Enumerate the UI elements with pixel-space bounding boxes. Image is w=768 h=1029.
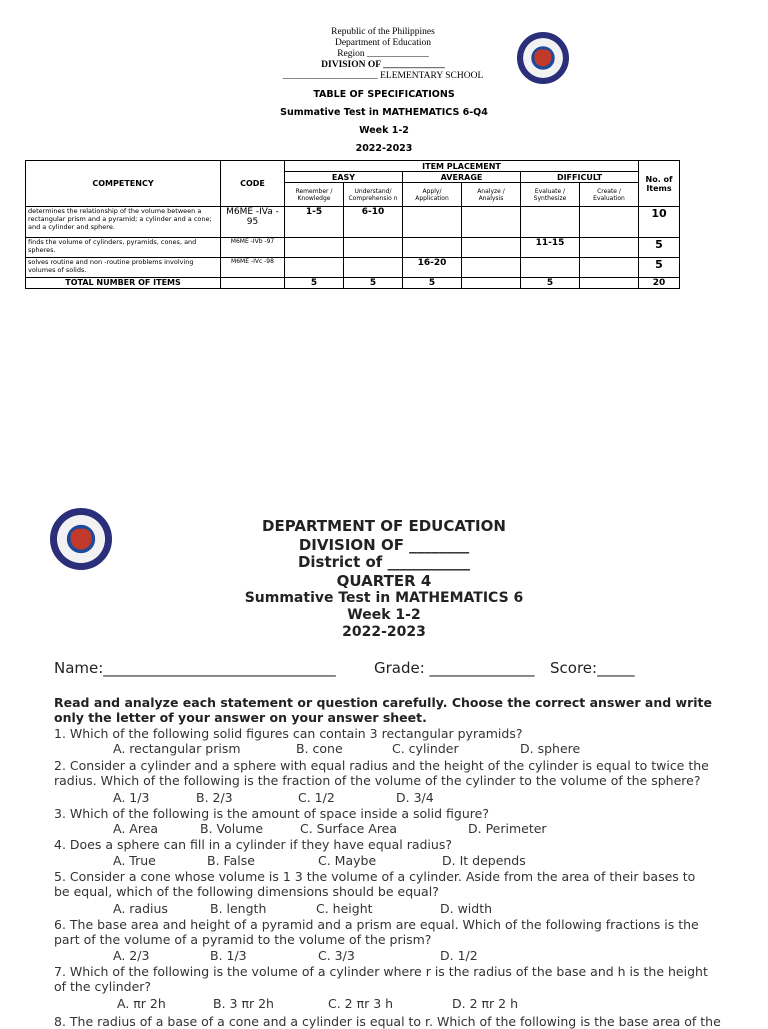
question-8: 8. The radius of a base of a cone and a cylinder is equal to r. Which of the following is the base area of the [54, 1014, 721, 1029]
q4-option-d[interactable]: D. It depends [442, 853, 526, 868]
division-line: DIVISION OF _____________ [321, 60, 445, 70]
republic-line: Republic of the Philippines [331, 27, 435, 37]
q6-option-c[interactable]: C. 3/3 [318, 948, 355, 963]
deped-seal-icon [517, 32, 569, 84]
q4-option-b[interactable]: B. False [207, 853, 255, 868]
code-cell: M6ME -IVa - 95 [221, 207, 285, 238]
q6-option-a[interactable]: A. 2/3 [113, 948, 150, 963]
dept-title: DEPARTMENT OF EDUCATION [262, 517, 506, 535]
competency-cell: determines the relationship of the volume between a rectangular prism and a pyramid; a cylinder and a cone; and a cylinder and sphere. [26, 207, 221, 238]
table-row [26, 207, 680, 238]
region-line: Region _____________ [337, 49, 429, 59]
cell-remember: 1-5 [285, 207, 344, 238]
grade-field[interactable]: Grade: ______________ [374, 659, 535, 677]
q7-option-b[interactable]: B. 3 πr 2h [213, 996, 274, 1011]
tos-test-title: Summative Test in MATHEMATICS 6-Q4 [280, 107, 488, 118]
name-field[interactable]: Name:_______________________________ [54, 659, 336, 677]
q7-option-c[interactable]: C. 2 πr 3 h [328, 996, 394, 1011]
table-row [26, 238, 680, 258]
q5-option-c[interactable]: C. height [316, 901, 373, 916]
header-no-of-items: No. of Items [639, 161, 680, 207]
cell-analyze [462, 238, 521, 258]
week-title: Week 1-2 [347, 607, 421, 623]
total-understand: 5 [344, 278, 403, 289]
tos-week: Week 1-2 [359, 125, 409, 136]
question-2: 2. Consider a cylinder and a sphere with equal radius and the height of the cylinder is equal to twice the radius. Which of the following is the fraction of the volume of the cylinder to the volume of the sphere? [54, 758, 709, 788]
cell-understand [344, 258, 403, 278]
q4-option-c[interactable]: C. Maybe [318, 853, 377, 868]
question-5: 5. Consider a cone whose volume is 1 3 the volume of a cylinder. Aside from the area of their bases to be equal, which of the following dimensions should be equal? [54, 869, 696, 899]
q3-option-c[interactable]: C. Surface Area [300, 821, 398, 836]
cell-apply [403, 207, 462, 238]
question-4: 4. Does a sphere can fill in a cylinder if they have equal radius? [54, 837, 452, 852]
q5-option-d[interactable]: D. width [440, 901, 493, 916]
totals-code-cell [221, 278, 285, 289]
cell-create [580, 238, 639, 258]
totals-label: TOTAL NUMBER OF ITEMS [26, 278, 221, 289]
cell-evaluate: 11-15 [521, 238, 580, 258]
cell-analyze [462, 258, 521, 278]
total-items: 20 [639, 278, 680, 289]
quarter-title: QUARTER 4 [336, 572, 432, 590]
header-code: CODE [221, 161, 285, 207]
sub-understand: Understand/ Comprehensio n [344, 183, 403, 207]
header-competency: COMPETENCY [26, 161, 221, 207]
district-title: District of ___________ [297, 553, 471, 571]
total-apply: 5 [403, 278, 462, 289]
cell-total: 10 [639, 207, 680, 238]
cell-understand [344, 238, 403, 258]
sub-remember: Remember / Knowledge [285, 183, 344, 207]
cell-total: 5 [639, 238, 680, 258]
score-field[interactable]: Score:_____ [550, 659, 635, 677]
letterhead [250, 27, 516, 82]
question-3: 3. Which of the following is the amount of space inside a solid figure? [54, 806, 489, 821]
q1-option-a[interactable]: A. rectangular prism [113, 741, 241, 756]
deped-line: Department of Education [334, 38, 432, 48]
header-average: AVERAGE [403, 172, 521, 183]
year-title: 2022-2023 [342, 624, 426, 640]
sub-apply: Apply/ Application [403, 183, 462, 207]
total-analyze [462, 278, 521, 289]
q5-option-a[interactable]: A. radius [113, 901, 168, 916]
total-create [580, 278, 639, 289]
cell-analyze [462, 207, 521, 238]
totals-row [26, 278, 680, 289]
q6-option-d[interactable]: D. 1/2 [440, 948, 478, 963]
cell-create [580, 207, 639, 238]
competency-cell: finds the volume of cylinders, pyramids, cones, and spheres. [26, 238, 221, 258]
test-title: Summative Test in MATHEMATICS 6 [244, 590, 524, 606]
cell-create [580, 258, 639, 278]
question-1: 1. Which of the following solid figures can contain 3 rectangular pyramids? [54, 726, 523, 741]
q2-option-c[interactable]: C. 1/2 [298, 790, 335, 805]
q2-option-b[interactable]: B. 2/3 [196, 790, 233, 805]
cell-understand: 6-10 [344, 207, 403, 238]
header-easy: EASY [285, 172, 403, 183]
q1-option-d[interactable]: D. sphere [520, 741, 581, 756]
cell-total: 5 [639, 258, 680, 278]
q3-option-d[interactable]: D. Perimeter [468, 821, 547, 836]
sub-create: Create / Evaluation [580, 183, 639, 207]
tos-title: TABLE OF SPECIFICATIONS [313, 89, 455, 100]
instructions: Read and analyze each statement or question carefully. Choose the correct answer and write only the letter of your answer on your answer sheet. [54, 695, 713, 725]
q1-option-c[interactable]: C. cylinder [392, 741, 459, 756]
q3-option-a[interactable]: A. Area [113, 821, 159, 836]
cell-apply: 16-20 [403, 258, 462, 278]
q3-option-b[interactable]: B. Volume [200, 821, 264, 836]
code-cell: M6ME -IVc -98 [221, 258, 285, 278]
division-title: DIVISION OF ________ [298, 536, 470, 554]
header-item-placement: ITEM PLACEMENT [285, 161, 639, 172]
competency-cell: solves routine and non -routine problems involving volumes of solids. [26, 258, 221, 278]
sub-analyze: Analyze / Analysis [462, 183, 521, 207]
school-line: ____________________ ELEMENTARY SCHOOL [282, 71, 484, 81]
cell-remember [285, 258, 344, 278]
q2-option-a[interactable]: A. 1/3 [113, 790, 150, 805]
sub-evaluate: Evaluate / Synthesize [521, 183, 580, 207]
cell-remember [285, 238, 344, 258]
table-row [26, 258, 680, 278]
cell-evaluate [521, 207, 580, 238]
q4-option-a[interactable]: A. True [113, 853, 156, 868]
tos-year: 2022-2023 [355, 143, 413, 154]
total-evaluate: 5 [521, 278, 580, 289]
question-6: 6. The base area and height of a pyramid and a prism are equal. Which of the following fractions is the part of the volume of a pyramid to the volume of the prism? [54, 917, 699, 947]
q7-option-a[interactable]: A. πr 2h [117, 996, 166, 1011]
specifications-table [25, 160, 680, 289]
header-difficult: DIFFICULT [521, 172, 639, 183]
q6-option-b[interactable]: B. 1/3 [210, 948, 247, 963]
q1-option-b[interactable]: B. cone [296, 741, 343, 756]
question-7: 7. Which of the following is the volume of a cylinder where r is the radius of the base and h is the height of the cylinder? [54, 964, 708, 994]
cell-apply [403, 238, 462, 258]
total-remember: 5 [285, 278, 344, 289]
q2-option-d[interactable]: D. 3/4 [396, 790, 434, 805]
cell-evaluate [521, 258, 580, 278]
q5-option-b[interactable]: B. length [210, 901, 267, 916]
q7-option-d[interactable]: D. 2 πr 2 h [452, 996, 518, 1011]
code-cell: M6ME -IVb -97 [221, 238, 285, 258]
